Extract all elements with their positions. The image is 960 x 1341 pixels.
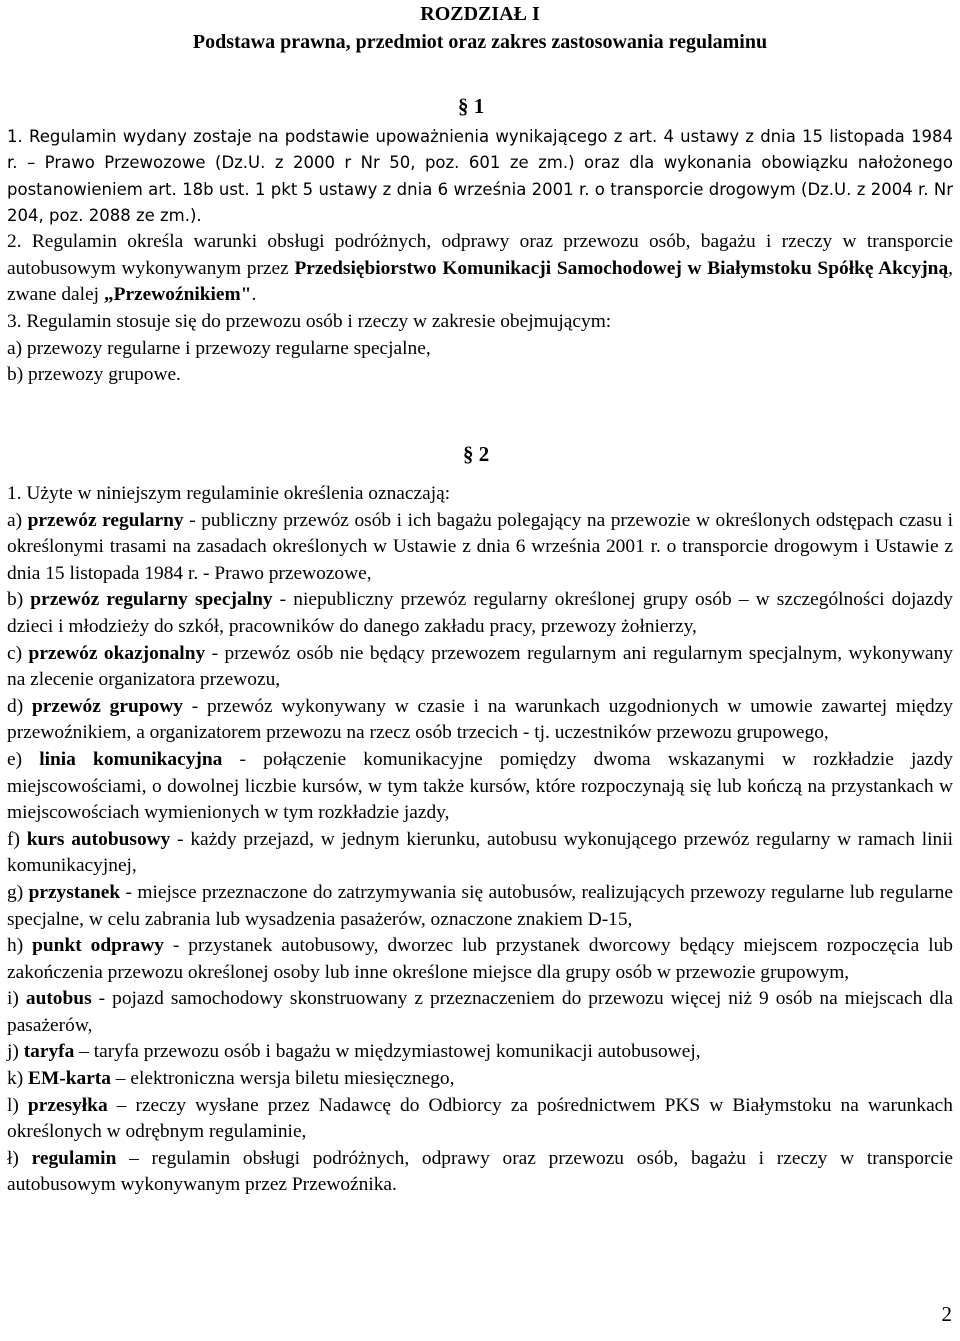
definition-prefix: j) <box>7 1041 24 1063</box>
definition-prefix: b) <box>7 589 31 611</box>
definition-item <box>7 880 953 933</box>
definition-item <box>7 587 953 640</box>
definition-text: – taryfa przewozu osób i bagażu w międzymiastowej komunikacji autobusowej, <box>74 1041 701 1063</box>
section-2-heading: § 2 <box>463 442 490 466</box>
definition-item <box>7 1039 953 1066</box>
section-1-heading: § 1 <box>458 94 485 118</box>
carrier-alias: „Przewoźnikiem" <box>103 284 252 306</box>
definition-text: - połączenie komunikacyjne pomiędzy dwoma wskazanymi w rozkładzie jazdy miejscowościami, o dowolnej liczbie kursów, w tym także kursów, które rozpoczynają się lub kończą na przystankach w miejscowościach wymienionych w tym rozkładzie jazdy, <box>7 748 953 824</box>
definition-item <box>7 986 953 1039</box>
definition-item <box>7 1146 953 1199</box>
definition-term: przewóz regularny <box>27 509 184 531</box>
definition-prefix: f) <box>7 828 27 850</box>
definition-term: EM-karta <box>28 1068 111 1090</box>
chapter-header <box>0 0 960 56</box>
definition-term: przesyłka <box>27 1094 108 1116</box>
definition-item <box>7 827 953 880</box>
company-name: Przedsiębiorstwo Komunikacji Samochodowej w Białymstoku Spółkę Akcyjną <box>294 257 949 279</box>
definition-prefix: k) <box>7 1068 29 1090</box>
definition-text: - pojazd samochodowy skonstruowany z przeznaczeniem do przewozu więcej niż 9 osób na miejscach dla pasażerów, <box>7 988 953 1036</box>
definition-prefix: e) <box>7 748 40 770</box>
definition-term: przystanek <box>28 881 121 903</box>
definition-term: przewóz grupowy <box>31 695 183 717</box>
definition-term: regulamin <box>31 1147 117 1169</box>
definition-item <box>7 508 953 588</box>
definition-text: - przystanek autobusowy, dworzec lub przystanek dworcowy będący miejscem rozpoczęcia lub zakończenia przewozu określonej osoby lub inne określone miejsce dla grupy osób w przewozie grupowym, <box>7 935 953 983</box>
definition-term: punkt odprawy <box>32 935 164 957</box>
definition-item <box>7 1066 953 1093</box>
definition-item <box>7 1093 953 1146</box>
definition-item <box>7 933 953 986</box>
definition-prefix: h) <box>7 935 33 957</box>
chapter-title: ROZDZIAŁ I <box>420 3 540 25</box>
definition-text: - przewóz osób nie będący przewozem regularnym ani regularnym specjalnym, wykonywany na zlecenie organizatora przewozu, <box>7 642 953 691</box>
definition-text: – regulamin obsługi podróżnych, odprawy oraz przewozu osób, bagażu i rzeczy w transporcie autobusowym wykonywanym przez Przewoźnika. <box>7 1147 954 1196</box>
definition-prefix: ł) <box>7 1147 32 1169</box>
definition-prefix: l) <box>7 1094 28 1116</box>
definition-text: – elektroniczna wersja biletu miesięcznego, <box>110 1068 455 1090</box>
section-2-body <box>0 481 960 1199</box>
definitions-list <box>7 508 953 1199</box>
definition-prefix: c) <box>7 642 29 664</box>
section-1-paragraph-1: 1. Regulamin wydany zostaje na podstawie upoważnienia wynikającego z art. 4 ustawy z dnia 15 listopada 1984 r. – Prawo Przewozowe (Dz.U. z 2000 r Nr 50, poz. 601 ze zm.) oraz dla wykonania obowiązku nałożonego postanowieniem art. 18b ust. 1 pkt 5 ustawy z dnia 6 września 2001 r. o transporcie drogowym (Dz.U. z 2004 r. Nr 204, poz. 2088 ze zm.). <box>7 127 953 225</box>
definition-text: - niepubliczny przewóz regularny określonej grupy osób – w szczególności dojazdy dzieci i młodzieży do szkół, pracowników do danego zakładu pracy, przewozy żołnierzy, <box>7 589 953 637</box>
section-1-body <box>0 124 960 389</box>
definition-text: – rzeczy wysłane przez Nadawcę do Odbiorcy za pośrednictwem PKS w Białymstoku na warunkach określonych w odrębnym regulaminie, <box>7 1094 953 1143</box>
definition-term: przewóz regularny specjalny <box>30 589 273 611</box>
definition-item <box>7 747 953 827</box>
definition-term: kurs autobusowy <box>26 828 171 850</box>
definition-item <box>7 694 953 747</box>
section-1-item-b: b) przewozy grupowe. <box>7 364 181 386</box>
definition-term: przewóz okazjonalny <box>28 642 206 664</box>
section-1-paragraph-2: 2. Regulamin określa warunki obsługi podróżnych, odprawy oraz przewozu osób, bagażu i rzeczy w transporcie autobusowym wykonywanym przez Przedsiębiorstwo Komunikacji Samochodowej w Białymstoku Spółkę Akcyjną, zwane dalej „Przewoźnikiem". <box>7 231 953 306</box>
section-1-paragraph-3: 3. Regulamin stosuje się do przewozu osób i rzeczy w zakresie obejmującym: <box>7 310 612 332</box>
section-2-intro: 1. Użyte w niniejszym regulaminie określenia oznaczają: <box>7 483 451 504</box>
section-1-item-a: a) przewozy regularne i przewozy regularne specjalne, <box>7 337 431 359</box>
definition-text: - publiczny przewóz osób i ich bagażu polegający na przewozie w określonych odstępach czasu i określonymi trasami na zasadach określonych w Ustawie z dnia 6 września 2001 r. o transporcie drogowym i Ustawie z dnia 15 listopada 1984 r. - Prawo przewozowe, <box>7 509 953 584</box>
definition-term: linia komunikacyjna <box>39 748 223 770</box>
chapter-subtitle: Podstawa prawna, przedmiot oraz zakres zastosowania regulaminu <box>192 31 768 53</box>
definition-text: - każdy przejazd, w jednym kierunku, autobusu wykonującego przewóz regularny w ramach linii komunikacyjnej, <box>7 828 953 877</box>
page-number: 2 <box>941 1302 952 1326</box>
definition-text: - przewóz wykonywany w czasie i na warunkach uzgodnionych w umowie zawartej między przewoźnikiem, a organizatorem przewozu na rzecz osób trzecich - tj. uczestników przewozu grupowego, <box>7 695 953 744</box>
definition-prefix: a) <box>7 509 28 531</box>
definition-item <box>7 641 953 694</box>
definition-term: taryfa <box>23 1041 75 1063</box>
definition-term: autobus <box>25 988 92 1010</box>
definition-prefix: i) <box>7 988 26 1010</box>
definition-prefix: d) <box>7 695 32 717</box>
definition-text: - miejsce przeznaczone do zatrzymywania się autobusów, realizujących przewozy regularne lub regularne specjalne, w celu zabrania lub wysadzenia pasażerów, oznaczone znakiem D-15, <box>7 881 953 930</box>
definition-prefix: g) <box>7 881 29 903</box>
